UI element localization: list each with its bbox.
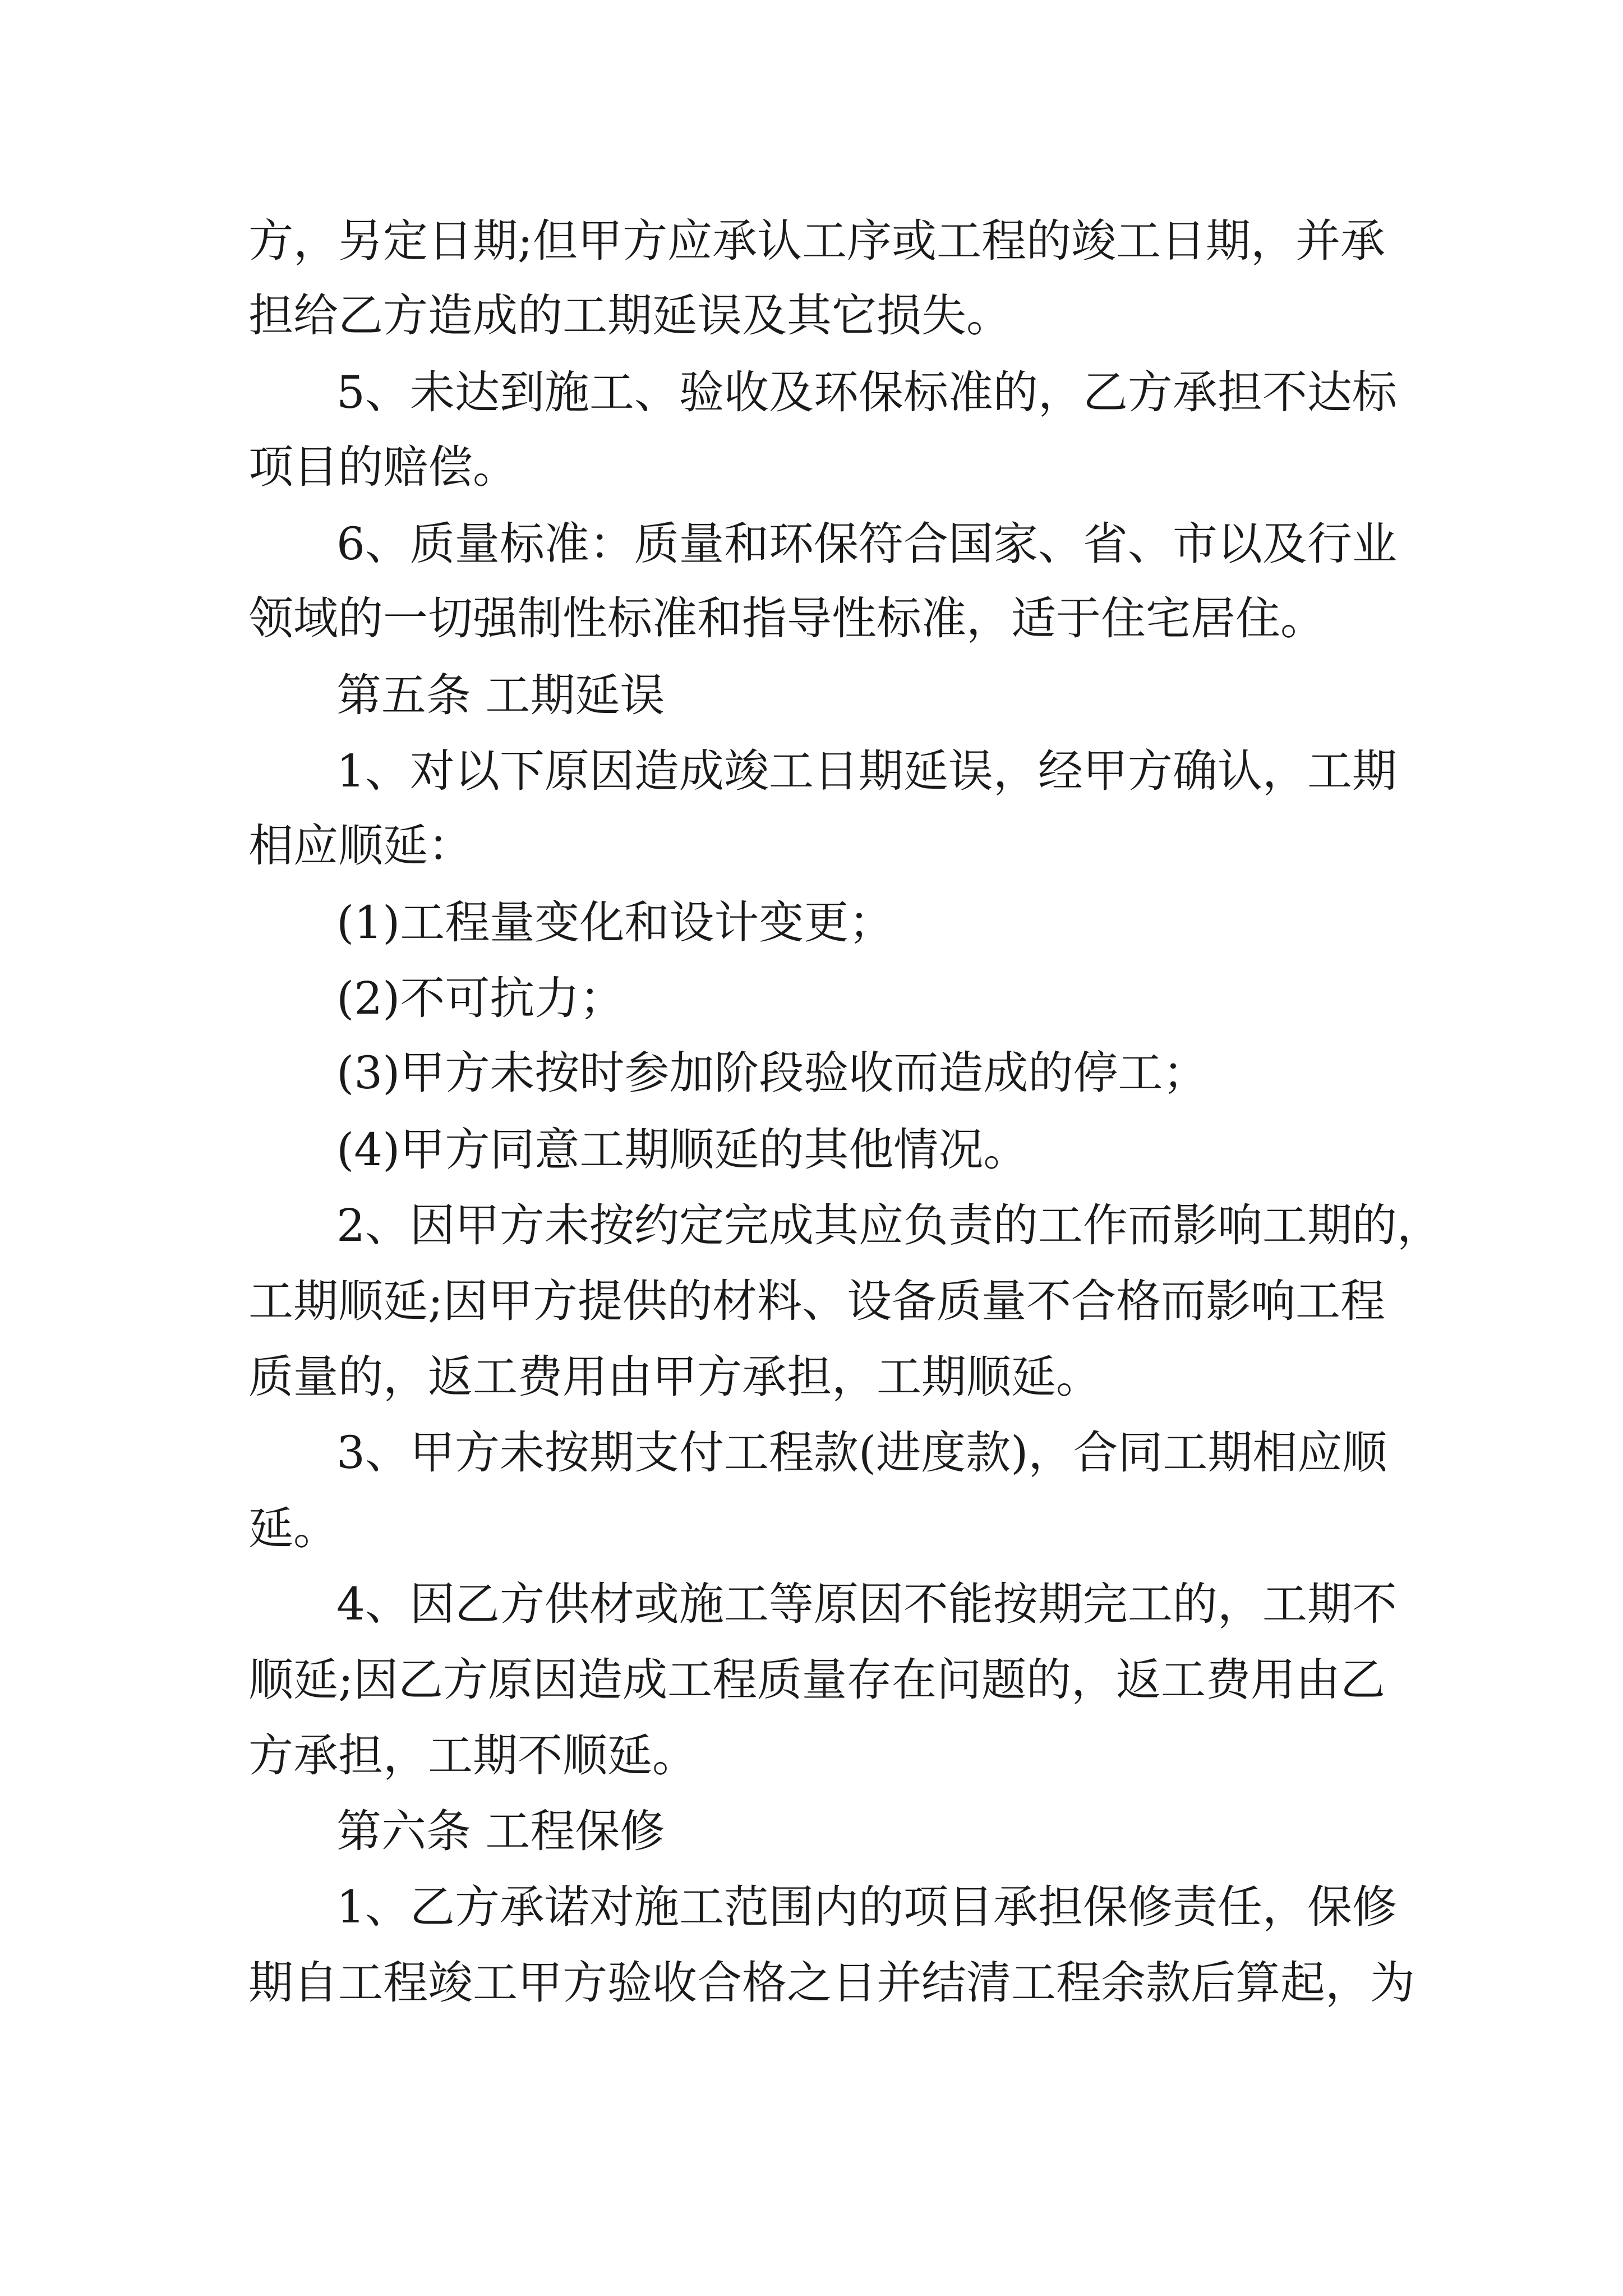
text-line: 6、质量标准：质量和环保符合国家、省、市以及行业 (336, 518, 1397, 570)
text-line: 5、未达到施工、验收及环保标准的，乙方承担不达标 (336, 366, 1397, 418)
section-heading: 第五条 工期延误 (336, 669, 665, 721)
text-line: 2、因甲方未按约定完成其应负责的工作而影响工期的， (336, 1199, 1442, 1251)
text-line: (4)甲方同意工期顺延的其他情况。 (336, 1124, 1029, 1176)
text-line: 工期顺延;因甲方提供的材料、设备质量不合格而影响工程 (248, 1275, 1385, 1327)
text-line: (1)工程量变化和设计变更； (336, 896, 894, 949)
text-line: (2)不可抗力； (336, 972, 625, 1024)
text-line: 4、因乙方供材或施工等原因不能按期完工的，工期不 (336, 1578, 1397, 1630)
text-line: 方承担，工期不顺延。 (248, 1729, 697, 1782)
text-line: 相应顺延： (248, 820, 473, 872)
text-line: 1、对以下原因造成竣工日期延误，经甲方确认，工期 (336, 745, 1397, 797)
text-line: 担给乙方造成的工期延误及其它损失。 (248, 289, 1011, 342)
text-line: 期自工程竣工甲方验收合格之日并结清工程余款后算起，为 (248, 1957, 1415, 2009)
text-line: 方，另定日期;但甲方应承认工序或工程的竣工日期，并承 (248, 215, 1385, 267)
text-line: 顺延;因乙方原因造成工程质量存在问题的，返工费用由乙 (248, 1654, 1385, 1706)
text-line: 领域的一切强制性标准和指导性标准，适于住宅居住。 (248, 592, 1325, 645)
text-line: 3、甲方未按期支付工程款(进度款)，合同工期相应顺 (336, 1427, 1387, 1479)
text-line: 1、乙方承诺对施工范围内的项目承担保修责任，保修 (336, 1881, 1397, 1933)
text-line: 质量的，返工费用由甲方承担，工期顺延。 (248, 1351, 1101, 1403)
text-line: (3)甲方未按时参加阶段验收而造成的停工； (336, 1047, 1208, 1099)
text-line: 项目的赔偿。 (248, 441, 518, 493)
section-heading: 第六条 工程保修 (336, 1805, 665, 1857)
text-line: 延。 (248, 1502, 338, 1554)
